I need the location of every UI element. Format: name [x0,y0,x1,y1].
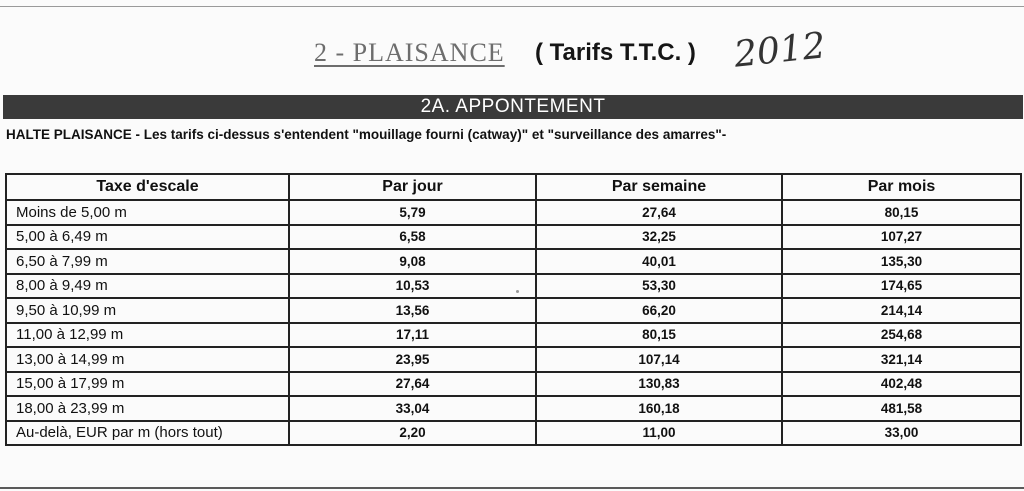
price-per-week-cell: 40,01 [536,249,782,274]
price-per-month-cell: 214,14 [782,298,1021,323]
title-row [0,25,1024,80]
price-per-week-cell: 53,30 [536,274,782,299]
price-per-week-cell: 11,00 [536,421,782,446]
price-per-day-cell: 6,58 [289,225,536,250]
table-row [6,347,1021,372]
price-per-day-cell: 2,20 [289,421,536,446]
price-per-day-cell: 10,53 [289,274,536,299]
price-per-week-cell: 80,15 [536,323,782,348]
price-per-week-cell: 107,14 [536,347,782,372]
price-per-week-cell: 32,25 [536,225,782,250]
table-row [6,323,1021,348]
table-row [6,421,1021,446]
price-per-week-cell: 160,18 [536,396,782,421]
length-range-cell: Moins de 5,00 m [6,200,289,225]
table-row [6,225,1021,250]
price-per-month-cell: 33,00 [782,421,1021,446]
price-per-month-cell: 174,65 [782,274,1021,299]
table-row [6,372,1021,397]
price-per-day-cell: 33,04 [289,396,536,421]
column-header: Par semaine [536,174,782,200]
table-header-row [6,174,1021,200]
table-row [6,396,1021,421]
bottom-rule [0,487,1024,489]
section-subtitle: HALTE PLAISANCE - Les tarifs ci-dessus s'entendent "mouillage fourni (catway)" et "surveillance des amarres"- [6,127,727,142]
price-per-week-cell: 66,20 [536,298,782,323]
length-range-cell: 13,00 à 14,99 m [6,347,289,372]
table-row [6,298,1021,323]
price-per-month-cell: 107,27 [782,225,1021,250]
length-range-cell: 18,00 à 23,99 m [6,396,289,421]
section-title: 2 - PLAISANCE [314,38,505,67]
scan-speck [516,290,519,293]
table-row [6,200,1021,225]
length-range-cell: 11,00 à 12,99 m [6,323,289,348]
price-per-month-cell: 254,68 [782,323,1021,348]
price-per-month-cell: 481,58 [782,396,1021,421]
column-header: Par mois [782,174,1021,200]
column-header: Par jour [289,174,536,200]
length-range-cell: Au-delà, EUR par m (hors tout) [6,421,289,446]
price-per-day-cell: 17,11 [289,323,536,348]
price-per-day-cell: 23,95 [289,347,536,372]
table-row [6,249,1021,274]
length-range-cell: 6,50 à 7,99 m [6,249,289,274]
top-rule [0,6,1024,7]
length-range-cell: 5,00 à 6,49 m [6,225,289,250]
price-per-day-cell: 27,64 [289,372,536,397]
price-per-day-cell: 9,08 [289,249,536,274]
section-heading-bar: 2A. APPONTEMENT [3,95,1023,119]
price-per-month-cell: 321,14 [782,347,1021,372]
length-range-cell: 8,00 à 9,49 m [6,274,289,299]
column-header: Taxe d'escale [6,174,289,200]
price-per-week-cell: 27,64 [536,200,782,225]
price-per-day-cell: 5,79 [289,200,536,225]
price-per-month-cell: 80,15 [782,200,1021,225]
price-per-week-cell: 130,83 [536,372,782,397]
table-row [6,274,1021,299]
price-per-day-cell: 13,56 [289,298,536,323]
handwritten-year: 2012 [732,25,828,76]
tariff-table [5,173,1022,446]
tarifs-label: ( Tarifs T.T.C. ) [535,39,696,66]
length-range-cell: 15,00 à 17,99 m [6,372,289,397]
price-per-month-cell: 135,30 [782,249,1021,274]
length-range-cell: 9,50 à 10,99 m [6,298,289,323]
price-per-month-cell: 402,48 [782,372,1021,397]
